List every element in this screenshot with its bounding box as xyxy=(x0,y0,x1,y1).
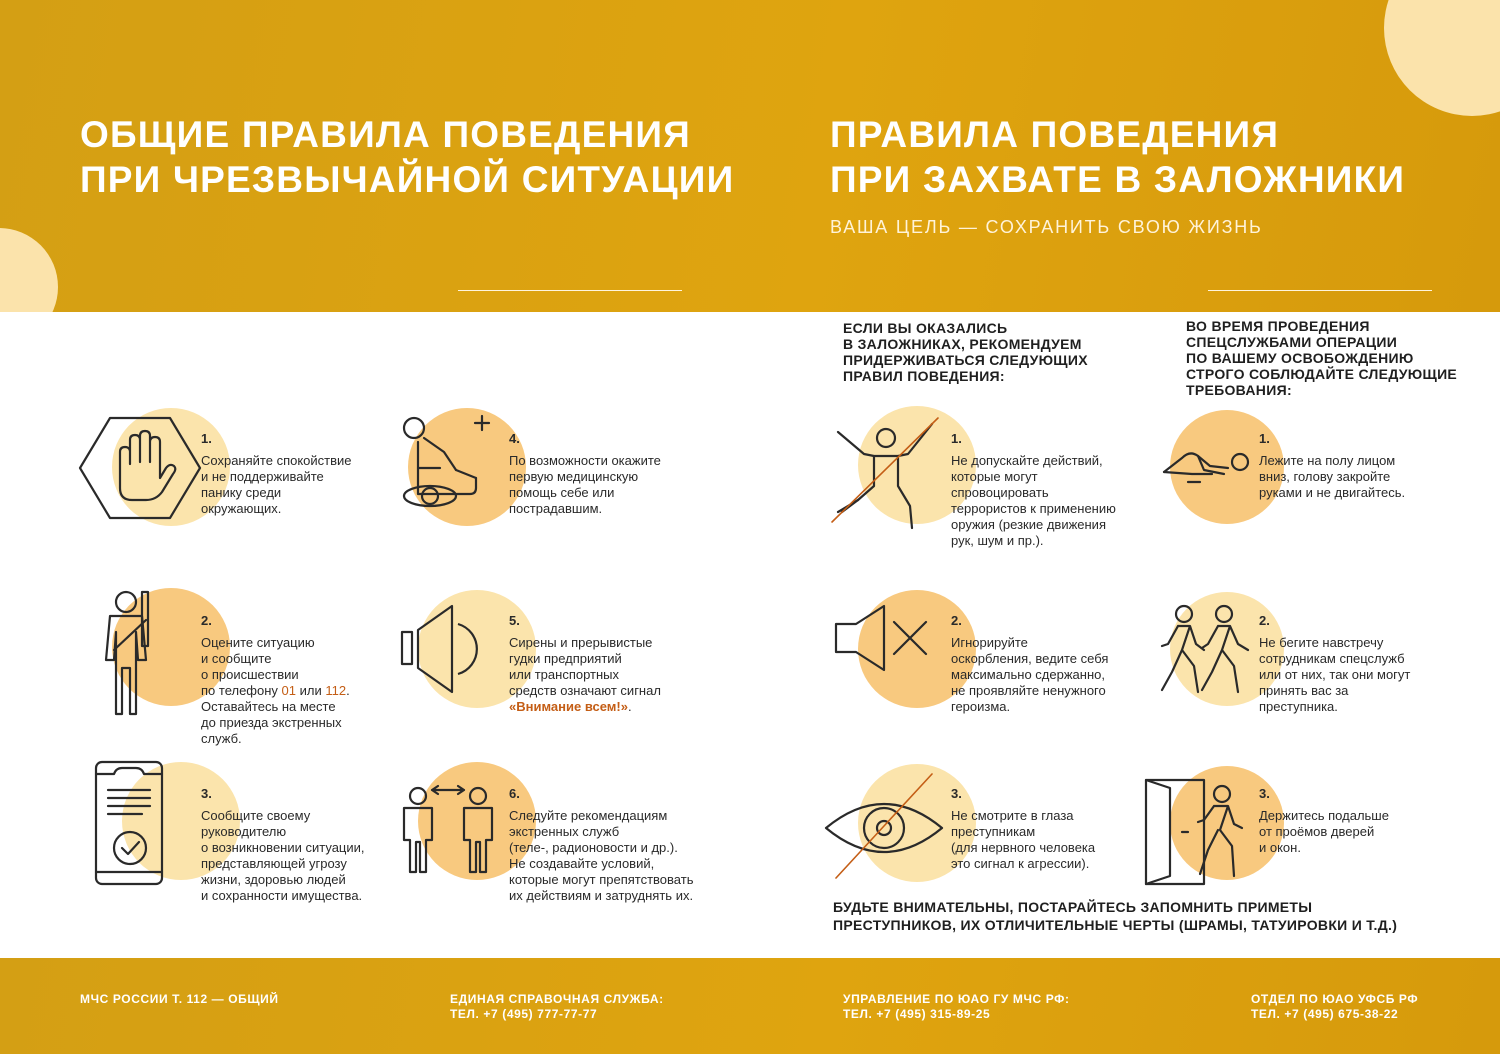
heading-line: СПЕЦСЛУЖБАМИ ОПЕРАЦИИ xyxy=(1186,334,1398,350)
heading-line: СТРОГО СОБЛЮДАЙТЕ СЛЕДУЮЩИЕ xyxy=(1186,366,1458,382)
header-banner xyxy=(0,0,1500,312)
operation-heading xyxy=(1186,318,1496,398)
footer-line: ТЕЛ. +7 (495) 777-77-77 xyxy=(450,1007,598,1021)
hostage-heading xyxy=(843,320,1143,384)
footer-contact-fsb xyxy=(1251,992,1418,1022)
rule-text-line: окружающих. xyxy=(201,501,282,516)
footer-line: УПРАВЛЕНИЕ ПО ЮАО ГУ МЧС РФ: xyxy=(843,992,1070,1006)
bottom-note-line: БУДЬТЕ ВНИМАТЕЛЬНЫ, ПОСТАРАЙТЕСЬ ЗАПОМНИТЬ ПРИМЕТЫ xyxy=(833,899,1313,915)
alert-signal: «Внимание всем!» xyxy=(509,699,628,714)
rule-text-line: (теле-, радионовости и др.). xyxy=(509,840,678,855)
general-rule-5 xyxy=(509,613,709,715)
rule-text-line: По возможности окажите xyxy=(509,453,661,468)
decorative-circle-left xyxy=(0,228,58,312)
phone-number-01: 01 xyxy=(281,683,296,698)
rule-text-line: руководителю xyxy=(201,824,287,839)
footer-line: ОТДЕЛ ПО ЮАО УФСБ РФ xyxy=(1251,992,1419,1006)
rule-text-line: средств означают сигнал xyxy=(509,683,661,698)
rule-number: 3. xyxy=(951,786,962,801)
rule-number: 5. xyxy=(509,613,520,628)
rule-text-line: помощь себе или xyxy=(509,485,615,500)
rule-text-line: первую медицинскую xyxy=(509,469,639,484)
rule-text-line: сотрудникам спецслужб xyxy=(1259,651,1405,666)
rule-text-line: террористов к применению xyxy=(951,501,1116,516)
left-title-line2: ПРИ ЧРЕЗВЫЧАЙНОЙ СИТУАЦИИ xyxy=(80,159,735,200)
footer-contact-management xyxy=(843,992,1070,1022)
rule-text-line: Следуйте рекомендациям xyxy=(509,808,668,823)
rule-text-line: Лежите на полу лицом xyxy=(1259,453,1396,468)
rule-text-line: Сирены и прерывистые xyxy=(509,635,653,650)
rule-text-line: преступника. xyxy=(1259,699,1338,714)
rule-text-line: о возникновении ситуации, xyxy=(201,840,365,855)
rule-text-line: Не создавайте условий, xyxy=(509,856,655,871)
phone-prefix: по телефону xyxy=(201,683,282,698)
rule-text-line: гудки предприятий xyxy=(509,651,622,666)
rule-number: 1. xyxy=(951,431,962,446)
rule-text-line: Не допускайте действий, xyxy=(951,453,1103,468)
rule-text-line: экстренных служб xyxy=(509,824,620,839)
rule-text-line: не проявляйте ненужного xyxy=(951,683,1106,698)
rule-text-line: представляющей угрозу xyxy=(201,856,347,871)
rule-text-line: служб. xyxy=(201,731,242,746)
left-title-line1: ОБЩИЕ ПРАВИЛА ПОВЕДЕНИЯ xyxy=(80,114,691,155)
rule-number: 4. xyxy=(509,431,520,446)
hostage-rule-2 xyxy=(951,613,1161,715)
rule-text-line: рук, шум и пр.). xyxy=(951,533,1044,548)
footer-contact-reference xyxy=(450,992,664,1022)
people-distance-icon xyxy=(398,780,498,874)
rule-text-line: максимально сдержанно, xyxy=(951,667,1105,682)
first-aid-icon xyxy=(396,408,508,516)
hostage-rule-3 xyxy=(951,786,1161,872)
running-people-icon xyxy=(1158,604,1254,696)
rule-phone-line xyxy=(201,683,391,699)
mute-icon xyxy=(834,604,940,672)
rule-text-line: Не смотрите в глаза xyxy=(951,808,1074,823)
rule-alert-line xyxy=(509,699,709,715)
decorative-circle-top-right xyxy=(1384,0,1500,116)
phone-check-icon xyxy=(94,760,166,888)
heading-line: ЕСЛИ ВЫ ОКАЗАЛИСЬ xyxy=(843,320,1008,336)
divider-left xyxy=(458,290,682,291)
rule-number: 3. xyxy=(201,786,212,801)
bottom-note-line: ПРЕСТУПНИКОВ, ИХ ОТЛИЧИТЕЛЬНЫЕ ЧЕРТЫ (ШРАМЫ, ТАТУИРОВКИ И Т.Д.) xyxy=(833,917,1398,933)
heading-line: ТРЕБОВАНИЯ: xyxy=(1186,382,1292,398)
right-title-line1: ПРАВИЛА ПОВЕДЕНИЯ xyxy=(830,114,1280,155)
rule-text-line: и не поддерживайте xyxy=(201,469,324,484)
heading-line: ПО ВАШЕМУ ОСВОБОЖДЕНИЮ xyxy=(1186,350,1414,366)
heading-line: В ЗАЛОЖНИКАХ, РЕКОМЕНДУЕМ xyxy=(843,336,1082,352)
footer-line: ЕДИНАЯ СПРАВОЧНАЯ СЛУЖБА: xyxy=(450,992,664,1006)
rule-number: 6. xyxy=(509,786,520,801)
left-title xyxy=(80,112,734,202)
rule-number: 1. xyxy=(1259,431,1270,446)
rule-text-line: пострадавшим. xyxy=(509,501,603,516)
guard-icon xyxy=(96,590,160,716)
right-title-line2: ПРИ ЗАХВАТЕ В ЗАЛОЖНИКИ xyxy=(830,159,1406,200)
alert-suffix: . xyxy=(627,699,632,714)
footer-banner xyxy=(0,958,1500,1054)
rule-text-line: Держитесь подальше xyxy=(1259,808,1389,823)
rule-number: 3. xyxy=(1259,786,1270,801)
general-rule-3 xyxy=(201,786,401,904)
general-rule-6 xyxy=(509,786,739,904)
rule-text-line: Игнорируйте xyxy=(951,635,1028,650)
bottom-note xyxy=(833,898,1473,934)
phone-mid: или xyxy=(296,683,326,698)
rule-text-line: и сообщите xyxy=(201,651,272,666)
heading-line: ПРАВИЛ ПОВЕДЕНИЯ: xyxy=(843,368,1005,384)
rule-text-line: Оставайтесь на месте xyxy=(201,699,336,714)
heading-line: ПРИДЕРЖИВАТЬСЯ СЛЕДУЮЩИХ xyxy=(843,352,1088,368)
rule-text-line: о происшествии xyxy=(201,667,299,682)
rule-number: 2. xyxy=(201,613,212,628)
right-subtitle: ВАША ЦЕЛЬ — СОХРАНИТЬ СВОЮ ЖИЗНЬ xyxy=(830,217,1263,237)
rule-text-line: и окон. xyxy=(1259,840,1301,855)
stop-hand-icon xyxy=(78,416,202,520)
rule-text-line: до приезда экстренных xyxy=(201,715,342,730)
operation-rule-2 xyxy=(1259,613,1459,715)
rule-text-line: преступникам xyxy=(951,824,1036,839)
rule-text-line: это сигнал к агрессии). xyxy=(951,856,1090,871)
divider-right xyxy=(1208,290,1432,291)
rule-text-line: оскорбления, ведите себя xyxy=(951,651,1109,666)
footer-line: МЧС РОССИИ Т. 112 — ОБЩИЙ xyxy=(80,992,279,1006)
general-rule-2 xyxy=(201,613,391,747)
rule-number: 2. xyxy=(1259,613,1270,628)
lying-person-icon xyxy=(1162,440,1254,484)
rule-text-line: принять вас за xyxy=(1259,683,1349,698)
hostage-rule-1 xyxy=(951,431,1161,549)
phone-number-112: 112 xyxy=(325,683,347,698)
rule-text-line: оружия (резкие движения xyxy=(951,517,1106,532)
rule-text-line: которые могут препятствовать xyxy=(509,872,694,887)
operation-rule-1 xyxy=(1259,431,1459,501)
rule-text-line: руками и не двигайтесь. xyxy=(1259,485,1406,500)
rule-text-line: которые могут xyxy=(951,469,1038,484)
footer-line: ТЕЛ. +7 (495) 315-89-25 xyxy=(843,1007,991,1021)
operation-rule-3 xyxy=(1259,786,1459,856)
rule-text-line: их действиям и затруднять их. xyxy=(509,888,694,903)
siren-icon xyxy=(400,602,486,698)
rule-text-line: или от них, так они могут xyxy=(1259,667,1411,682)
rule-number: 2. xyxy=(951,613,962,628)
rule-text-line: (для нервного человека xyxy=(951,840,1096,855)
rule-text-line: Сообщите своему xyxy=(201,808,311,823)
footer-contact-mchs xyxy=(80,992,279,1007)
rule-text-line: от проёмов дверей xyxy=(1259,824,1375,839)
rule-text-line: спровоцировать xyxy=(951,485,1049,500)
footer-line: ТЕЛ. +7 (495) 675-38-22 xyxy=(1251,1007,1399,1021)
rule-text-line: Оцените ситуацию xyxy=(201,635,315,650)
rule-text-line: Сохраняйте спокойствие xyxy=(201,453,352,468)
rule-text-line: Не бегите навстречу xyxy=(1259,635,1384,650)
rule-text-line: панику среди xyxy=(201,485,282,500)
rule-text-line: жизни, здоровью людей xyxy=(201,872,346,887)
general-rule-1 xyxy=(201,431,391,517)
phone-suffix: . xyxy=(346,683,350,698)
rule-number: 1. xyxy=(201,431,212,446)
no-sudden-moves-icon xyxy=(828,414,944,534)
rule-text-line: и сохранности имущества. xyxy=(201,888,363,903)
rule-text-line: героизма. xyxy=(951,699,1011,714)
rule-text-line: вниз, голову закройте xyxy=(1259,469,1391,484)
general-rule-4 xyxy=(509,431,709,517)
rule-text-line: или транспортных xyxy=(509,667,620,682)
door-exit-icon xyxy=(1144,776,1244,886)
right-title xyxy=(830,112,1405,202)
no-eye-contact-icon xyxy=(822,772,946,880)
heading-line: ВО ВРЕМЯ ПРОВЕДЕНИЯ xyxy=(1186,318,1370,334)
